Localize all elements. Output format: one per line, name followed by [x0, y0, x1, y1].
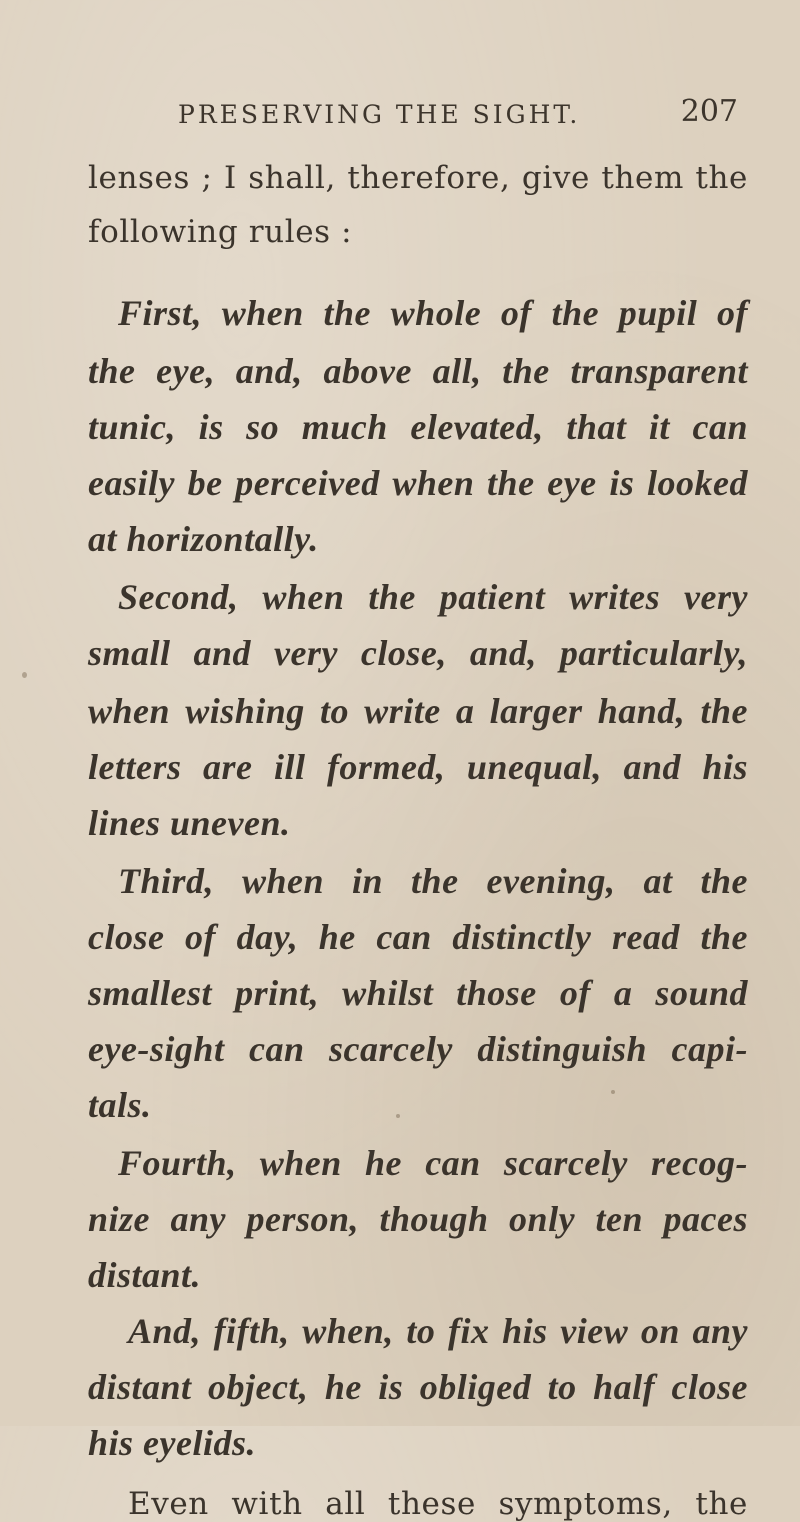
text-line: First, when the whole of the pupil of	[118, 293, 748, 333]
text-line: small and very close, and, particularly,	[88, 633, 748, 673]
text-line: lines uneven.	[88, 803, 291, 843]
text-line: letters are ill formed, unequal, and his	[88, 747, 748, 787]
running-title: PRESERVING THE SIGHT.	[178, 100, 581, 129]
text-line: close of day, he can distinctly read the	[88, 917, 748, 957]
text-line: Second, when the patient writes very	[118, 577, 748, 617]
text-line: easily be perceived when the eye is looked	[88, 463, 748, 503]
paper-stain	[22, 672, 27, 678]
text-line: Fourth, when he can scarcely recog-	[118, 1143, 748, 1183]
paper-stain	[611, 1090, 615, 1094]
text-line: distant object, he is obliged to half close	[88, 1367, 748, 1407]
text-line: smallest print, whilst those of a sound	[88, 973, 748, 1013]
text-line: Even with all these symptoms, the	[128, 1486, 748, 1522]
text-line: when wishing to write a larger hand, the	[88, 691, 748, 731]
running-head	[178, 94, 738, 144]
text-line: nize any person, though only ten paces	[88, 1199, 748, 1239]
text-line: And, fifth, when, to fix his view on any	[128, 1311, 748, 1351]
text-line: his eyelids.	[88, 1423, 256, 1463]
paper-stain	[396, 1114, 400, 1118]
text-line: tunic, is so much elevated, that it can	[88, 407, 748, 447]
text-line: distant.	[88, 1255, 202, 1295]
text-line: following rules :	[88, 214, 353, 250]
text-line: the eye, and, above all, the transparent	[88, 351, 748, 391]
text-line: tals.	[88, 1085, 152, 1125]
page-number: 207	[680, 94, 738, 129]
text-line: lenses ; I shall, therefore, give them the	[88, 160, 748, 196]
text-line: at horizontally.	[88, 519, 319, 559]
text-line: Third, when in the evening, at the	[118, 861, 748, 901]
text-line: eye-sight can scarcely distinguish capi-	[88, 1029, 748, 1069]
